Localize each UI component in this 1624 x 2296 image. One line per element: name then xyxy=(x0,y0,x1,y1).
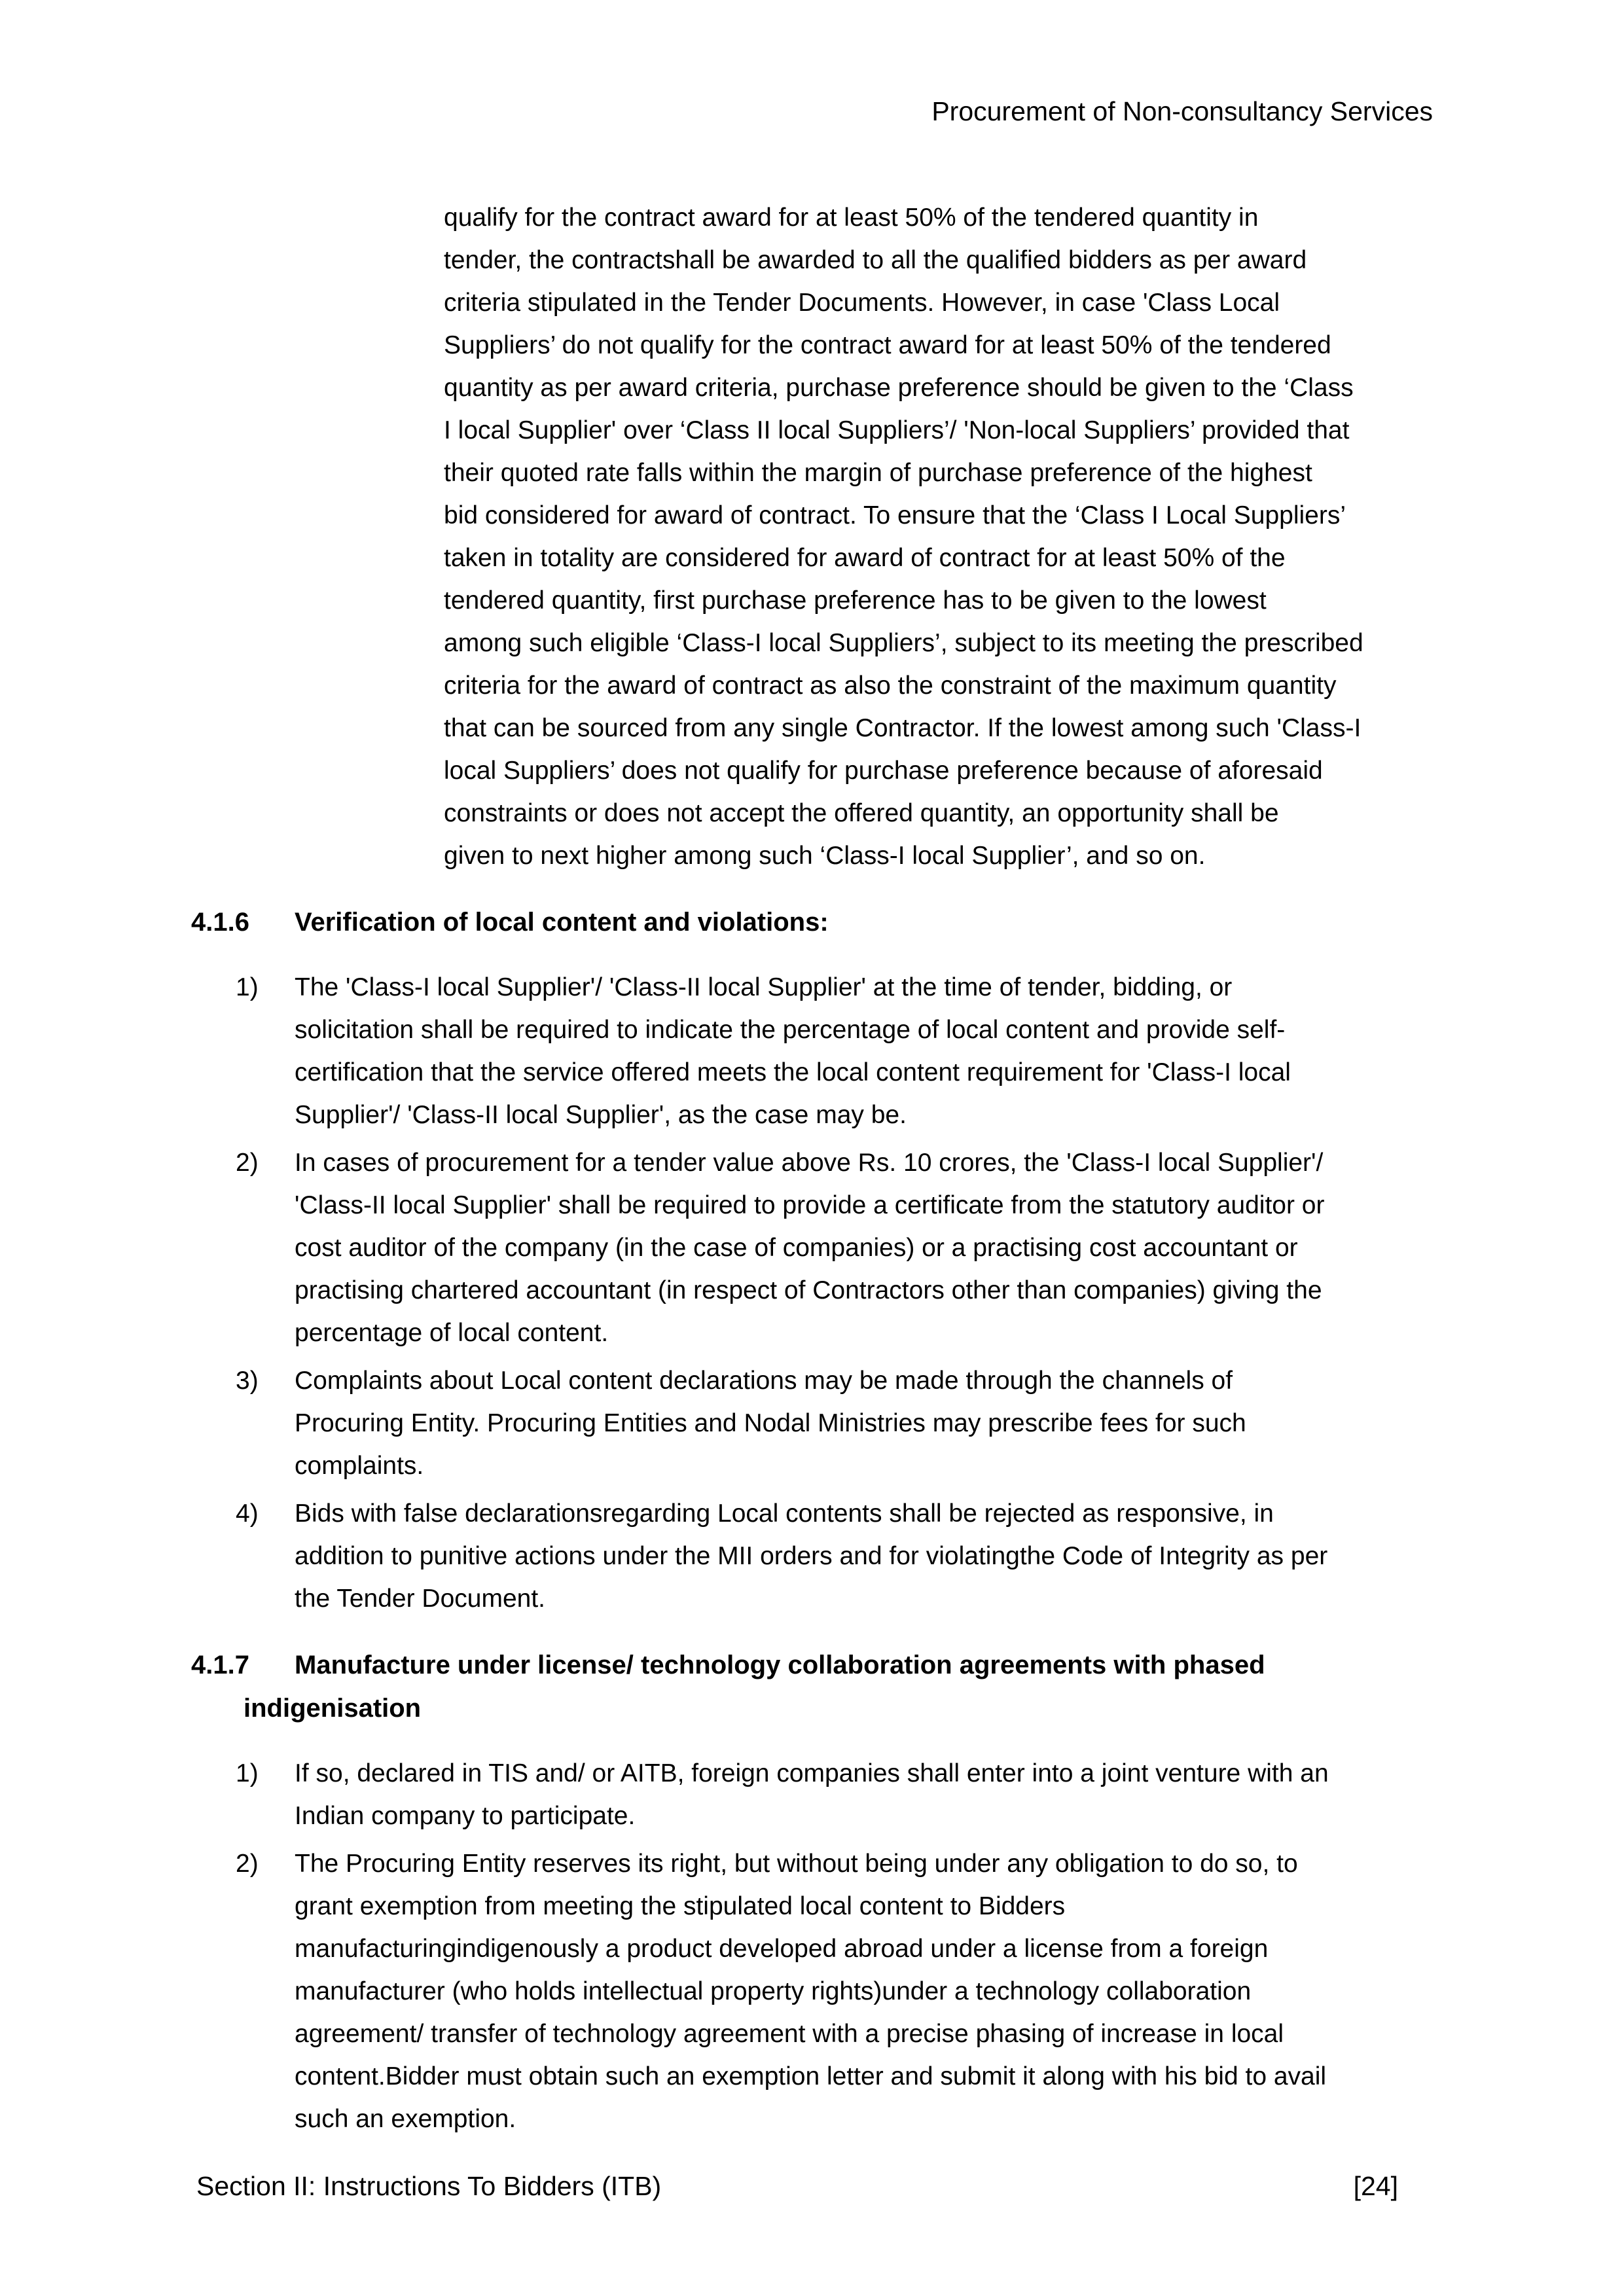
section-title-line2: indigenisation xyxy=(244,1694,422,1723)
footer-section-label: Section II: Instructions To Bidders (ITB) xyxy=(196,2171,662,2201)
list-item xyxy=(191,1492,1566,1620)
list-item-number: 2) xyxy=(236,1850,259,1878)
section-4-1-7-list xyxy=(191,1752,1566,2140)
section-number: 4.1.7 xyxy=(191,1651,249,1679)
section-title: Verification of local content and violations: xyxy=(295,908,829,937)
page-footer xyxy=(196,2170,1398,2202)
list-item-text: The Procuring Entity reserves its right, but without being under any obligation to do so, to grant exemption from meeting the stipulated local content to Bidders manufacturingindigenously a product developed abroad under a license from a foreign manufacturer (who holds intellectual property rights)under a technology collaboration agreement/ transfer of technology agreement with a precise phasing of increase in local content.Bidder must obtain such an exemption letter and submit it along with his bid to avail such an exemption. xyxy=(295,1850,1327,2133)
list-item-number: 1) xyxy=(236,1759,259,1787)
section-heading-4-1-6 xyxy=(191,901,1566,944)
header-title: Procurement of Non-consultancy Services xyxy=(931,96,1433,126)
list-item xyxy=(191,1752,1566,1837)
list-item-number: 2) xyxy=(236,1149,259,1177)
section-title xyxy=(244,1643,1566,1730)
list-item-text: The 'Class-I local Supplier'/ 'Class-II local Supplier' at the time of tender, bidding, or solicitation shall be required to indicate the percentage of local content and provide self- certification that the service offered meets the local content requirement for 'Class-I local Supplier'/ 'Class-II local Supplier', as the case may be. xyxy=(295,973,1291,1129)
list-item-text: In cases of procurement for a tender value above Rs. 10 crores, the 'Class-I local Supplier'/ 'Class-II local Supplier' shall be required to provide a certificate from the statutory auditor or cost auditor of the company (in the case of companies) or a practising cost accountant or practising chartered accountant (in respect of Contractors other than companies) giving the percentage of local content. xyxy=(295,1149,1325,1347)
intro-paragraph: qualify for the contract award for at least 50% of the tendered quantity in tender, the contractshall be awarded to all the qualified bidders as per award criteria stipulated in the Tender Documents. However, in case 'Class Local Suppliers’ do not qualify for the contract award for at least 50% of the tendered quantity as per award criteria, purchase preference should be given to the ‘Class I local Supplier' over ‘Class II local Suppliers’/ 'Non-local Suppliers’ provided that their quoted rate falls within the margin of purchase preference of the highest bid considered for award of contract. To ensure that the ‘Class I Local Suppliers’ taken in totality are considered for award of contract for at least 50% of the tendered quantity, first purchase preference has to be given to the lowest among such eligible ‘Class-I local Suppliers’, subject to its meeting the prescribed criteria for the award of contract as also the constraint of the maximum quantity that can be sourced from any single Contractor. If the lowest among such 'Class-I local Suppliers’ does not qualify for purchase preference because of aforesaid constraints or does not accept the offered quantity, an opportunity shall be given to next higher among such ‘Class-I local Supplier’, and so on. xyxy=(444,204,1363,870)
list-item-text: Bids with false declarationsregarding Local contents shall be rejected as responsive, in addition to punitive actions under the MII orders and for violatingthe Code of Integrity as per the Tender Document. xyxy=(295,1499,1328,1613)
page-content xyxy=(191,196,1566,2145)
list-item-number: 3) xyxy=(236,1367,259,1395)
list-item xyxy=(191,966,1566,1136)
list-item xyxy=(191,1842,1566,2140)
footer-page-number: [24] xyxy=(1353,2171,1398,2201)
list-item xyxy=(191,1141,1566,1354)
section-4-1-6-list xyxy=(191,966,1566,1620)
list-item-text: If so, declared in TIS and/ or AITB, foreign companies shall enter into a joint venture with an Indian company to participate. xyxy=(295,1759,1329,1830)
section-heading-4-1-7 xyxy=(191,1643,1566,1730)
list-item xyxy=(191,1359,1566,1487)
section-number: 4.1.6 xyxy=(191,908,249,937)
list-item-number: 4) xyxy=(236,1499,259,1528)
list-item-number: 1) xyxy=(236,973,259,1001)
page-header xyxy=(931,96,1433,127)
list-item-text: Complaints about Local content declarations may be made through the channels of Procuring Entity. Procuring Entities and Nodal Ministries may prescribe fees for such complaints. xyxy=(295,1367,1246,1480)
section-title-line1: Manufacture under license/ technology collaboration agreements with phased xyxy=(295,1651,1265,1679)
